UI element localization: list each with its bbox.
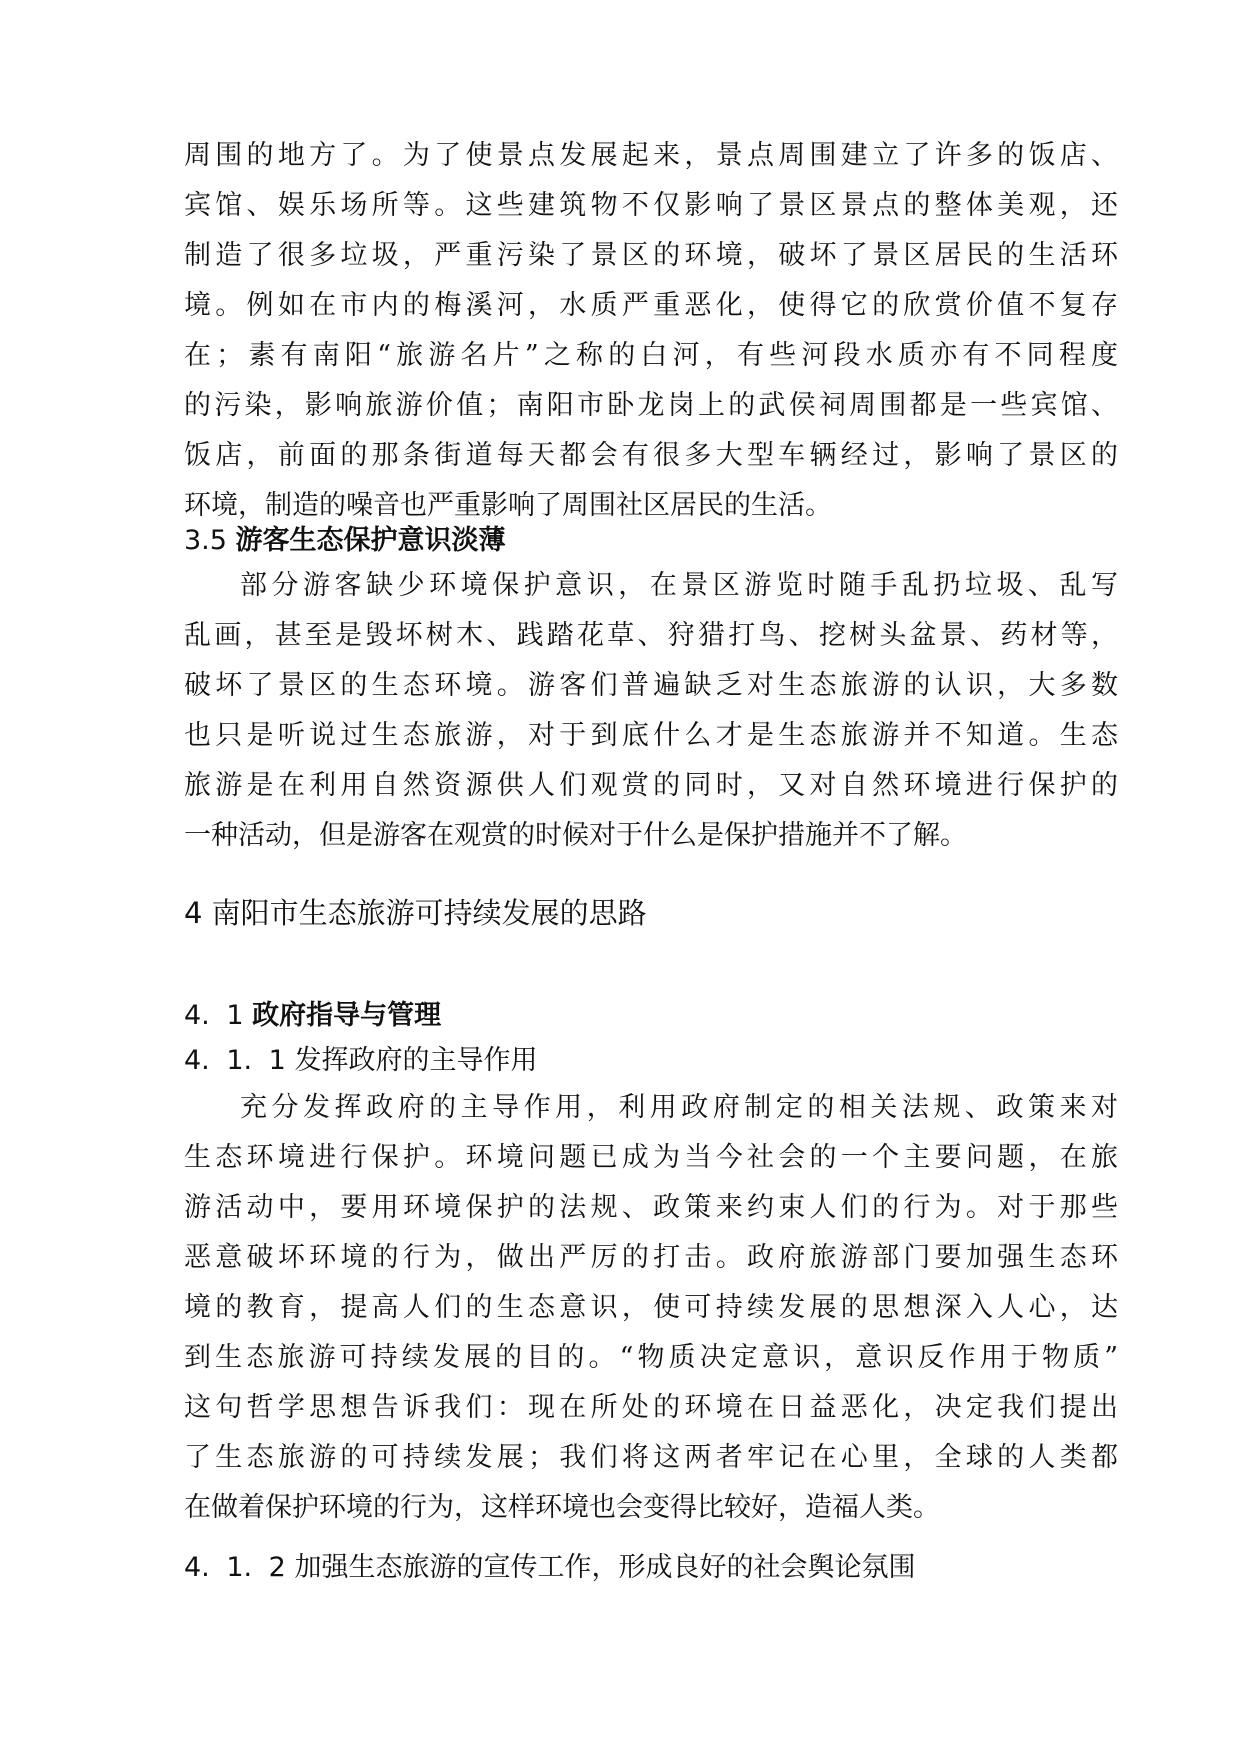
paragraph-line: 部分游客缺少环境保护意识，在景区游览时随手乱扔垃圾、乱写: [240, 570, 1118, 601]
paragraph-line: 饭店，前面的那条街道每天都会有很多大型车辆经过，影响了景区的: [184, 440, 1118, 471]
paragraph-line: 恶意破坏环境的行为，做出严厉的打击。政府旅游部门要加强生态环: [184, 1242, 1118, 1273]
chapter-heading-4: 4 南阳市生态旅游可持续发展的思路: [184, 896, 647, 930]
paragraph-line: 也只是听说过生态旅游，对于到底什么才是生态旅游并不知道。生态: [184, 720, 1118, 751]
paragraph-line: 了生态旅游的可持续发展；我们将这两者牢记在心里，全球的人类都: [184, 1442, 1118, 1473]
paragraph-line: 到生态旅游可持续发展的目的。“物质决定意识，意识反作用于物质”: [184, 1342, 1118, 1373]
paragraph-line: 在；素有南阳“旅游名片”之称的白河，有些河段水质亦有不同程度: [184, 340, 1118, 371]
paragraph-line: 乱画，甚至是毁坏树木、践踏花草、狩猎打鸟、挖树头盆景、药材等，: [184, 620, 1118, 651]
paragraph-line: 生态环境进行保护。环境问题已成为当今社会的一个主要问题，在旅: [184, 1142, 1118, 1173]
section-title: 游客生态保护意识淡薄: [235, 525, 506, 556]
paragraph-line: 游活动中，要用环境保护的法规、政策来约束人们的行为。对于那些: [184, 1192, 1118, 1223]
section-number: 3.5: [184, 525, 227, 556]
section-heading-4-1-2: [184, 1548, 915, 1588]
section-heading-3-5: [184, 521, 506, 561]
paragraph-line: 境。例如在市内的梅溪河，水质严重恶化，使得它的欣赏价值不复存: [184, 290, 1118, 321]
section-title: 政府指导与管理: [252, 1000, 442, 1031]
paragraph-line: 一种活动，但是游客在观赏的时候对于什么是保护措施并不了解。: [184, 820, 967, 851]
paragraph-line: 的污染，影响旅游价值；南阳市卧龙岗上的武侯祠周围都是一些宾馆、: [184, 390, 1118, 421]
paragraph-line: 充分发挥政府的主导作用，利用政府制定的相关法规、政策来对: [240, 1092, 1118, 1123]
paragraph-line: 破坏了景区的生态环境。游客们普遍缺乏对生态旅游的认识，大多数: [184, 670, 1118, 701]
paragraph-line: 制造了很多垃圾，严重污染了景区的环境，破坏了景区居民的生活环: [184, 240, 1118, 271]
paragraph-line: 环境，制造的噪音也严重影响了周围社区居民的生活。: [184, 490, 832, 521]
paragraph-line: 在做着保护环境的行为，这样环境也会变得比较好，造福人类。: [184, 1492, 940, 1523]
paragraph-line: 周围的地方了。为了使景点发展起来，景点周围建立了许多的饭店、: [184, 140, 1118, 171]
section-number: 4. 1. 2: [184, 1552, 286, 1583]
section-title: 发挥政府的主导作用: [294, 1045, 538, 1076]
paragraph-line: 这句哲学思想告诉我们：现在所处的环境在日益恶化，决定我们提出: [184, 1392, 1118, 1423]
section-title: 加强生态旅游的宣传工作，形成良好的社会舆论氛围: [294, 1552, 916, 1583]
paragraph-line: 旅游是在利用自然资源供人们观赏的同时，又对自然环境进行保护的: [184, 770, 1118, 801]
section-heading-4-1-1: [184, 1041, 537, 1081]
section-number: 4. 1: [184, 1000, 244, 1031]
section-number: 4. 1. 1: [184, 1045, 286, 1076]
paragraph-line: 境的教育，提高人们的生态意识，使可持续发展的思想深入人心，达: [184, 1292, 1118, 1323]
paragraph-line: 宾馆、娱乐场所等。这些建筑物不仅影响了景区景点的整体美观，还: [184, 190, 1118, 221]
section-heading-4-1: [184, 996, 441, 1036]
